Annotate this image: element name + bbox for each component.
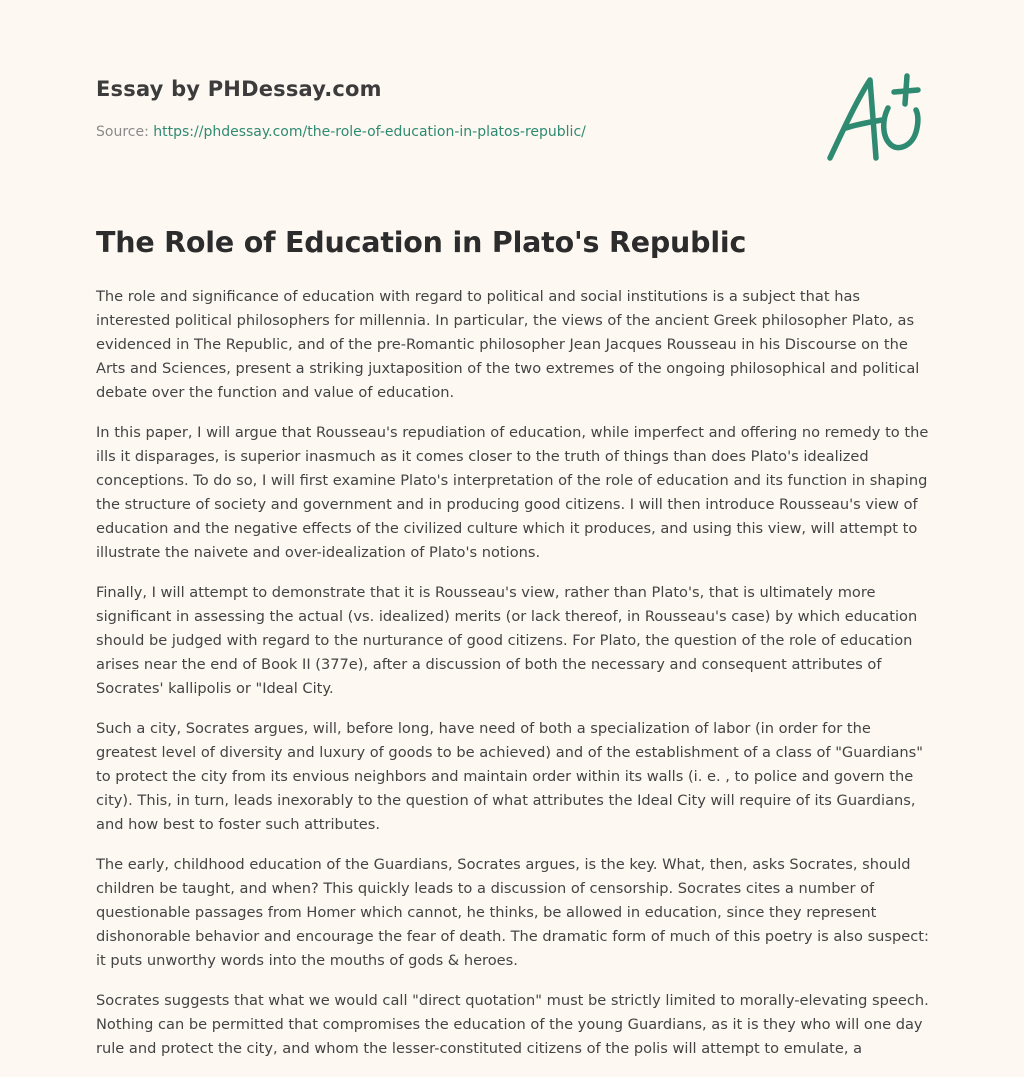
essay-paragraph: The early, childhood education of the Guardians, Socrates argues, is the key. What, then, asks Socrates, should children be taught, and when? This quickly leads to a discussion of censorship. Socrates cites a number of questionable passages from Homer which cannot, he thinks, be allowed in education, since they represent dishonorable behavior and encourage the fear of death. The dramatic form of much of this poetry is also suspect: it puts unworthy words into the mouths of gods & heroes. bbox=[96, 856, 929, 969]
source-label: Source: bbox=[96, 124, 154, 140]
essay-paragraph: Such a city, Socrates argues, will, before long, have need of both a specialization of labor (in order for the greatest level of diversity and luxury of goods to be achieved) and of the establishment of a class of "Guardians" to protect the city from its envious neighbors and maintain order within its walls (i. e. , to police and govern the city). This, in turn, leads inexorably to the question of what attributes the Ideal City will require of its Guardians, and how best to foster such attributes. bbox=[96, 720, 923, 833]
source-link[interactable]: https://phdessay.com/the-role-of-education-in-platos-republic/ bbox=[153, 124, 586, 140]
essay-paragraph: The role and significance of education with regard to political and social institutions is a subject that has interested political philosophers for millennia. In particular, the views of the ancient Greek philosopher Plato, as evidenced in The Republic, and of the pre-Romantic philosopher Jean Jacques Rousseau in his Discourse on the Arts and Sciences, present a striking juxtaposition of the two extremes of the ongoing philosophical and political debate over the function and value of education. bbox=[96, 288, 920, 401]
essay-paragraph: Finally, I will attempt to demonstrate that it is Rousseau's view, rather than Plato's, that is ultimately more significant in assessing the actual (vs. idealized) merits (or lack thereof, in Rousseau's case) by which education should be judged with regard to the nurturance of good citizens. For Plato, the question of the role of education arises near the end of Book II (377e), after a discussion of both the necessary and consequent attributes of Socrates' kallipolis or "Ideal City. bbox=[96, 584, 918, 697]
a-plus-logo-icon bbox=[824, 70, 928, 166]
source-line bbox=[96, 124, 586, 140]
essay-paragraph: Socrates suggests that what we would call "direct quotation" must be strictly limited to morally-elevating speech. Nothing can be permitted that compromises the education of the young Guardians, as it is they who will one day rule and protect the city, and whom the lesser-constituted citizens of the polis will attempt to emulate, a bbox=[96, 992, 929, 1057]
essay-body bbox=[96, 285, 936, 1077]
site-brand: Essay by PHDessay.com bbox=[96, 77, 382, 101]
essay-title: The Role of Education in Plato's Republic bbox=[96, 226, 747, 259]
essay-paragraph: In this paper, I will argue that Rousseau's repudiation of education, while imperfect and offering no remedy to the ills it disparages, is superior inasmuch as it comes closer to the truth of things than does Plato's idealized conceptions. To do so, I will first examine Plato's interpretation of the role of education and its function in shaping the structure of society and government and in producing good citizens. I will then introduce Rousseau's view of education and the negative effects of the civilized culture which it produces, and using this view, will attempt to illustrate the naivete and over-idealization of Plato's notions. bbox=[96, 424, 929, 561]
